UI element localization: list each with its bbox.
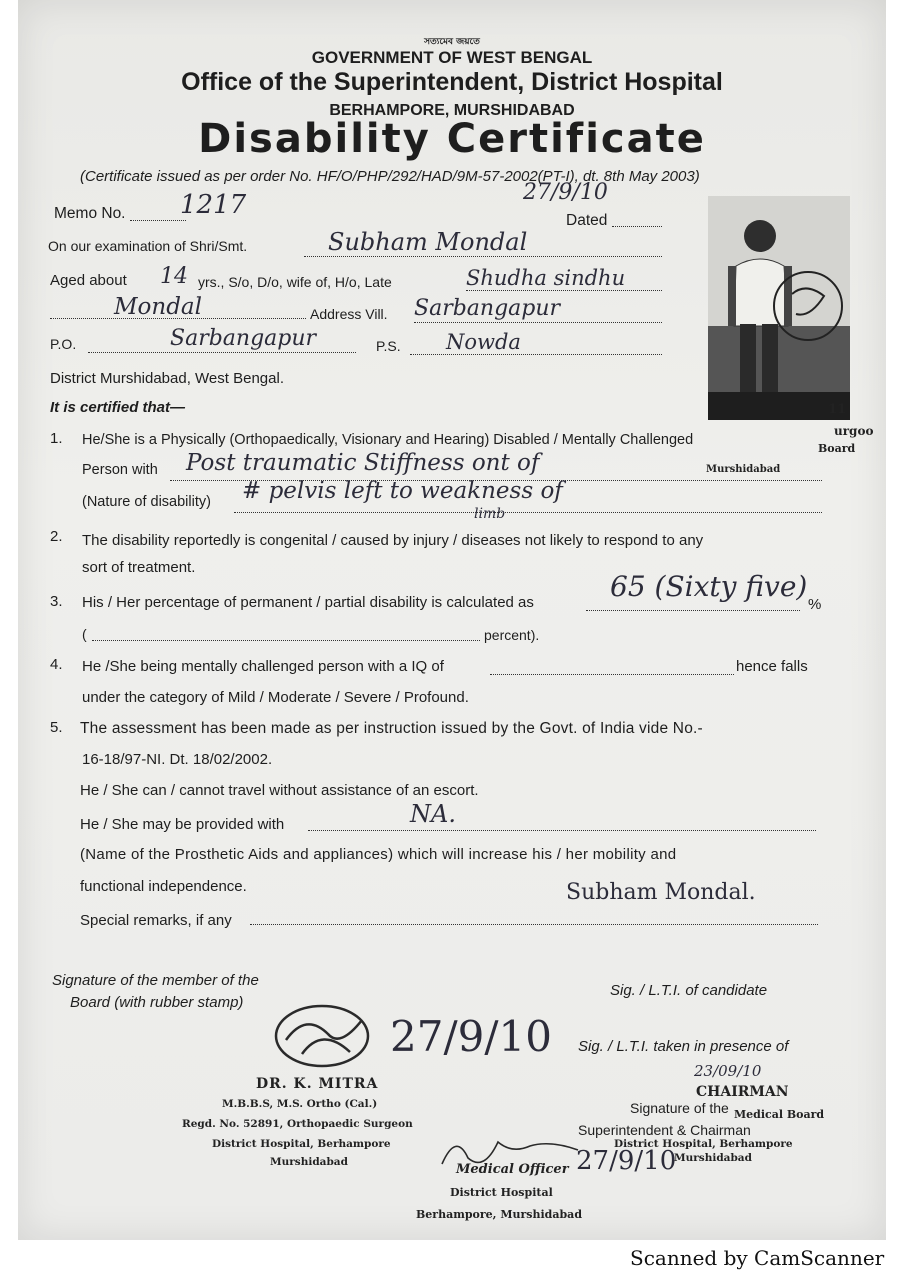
- item-1-nature-label: (Nature of disability): [82, 494, 211, 510]
- item-4-dots: [490, 674, 734, 675]
- memo-number: 1217: [180, 190, 247, 220]
- item-3-cont: percent).: [484, 627, 540, 643]
- doctor-reg: Regd. No. 52891, Orthopaedic Surgeon: [182, 1118, 413, 1130]
- address-label: Address Vill.: [310, 306, 388, 322]
- photo-stamp-number: 11: [828, 402, 847, 417]
- scanner-watermark: Scanned by CamScanner: [630, 1246, 885, 1270]
- certified-line: It is certified that—: [50, 399, 186, 416]
- po-value: Sarbangapur: [170, 326, 317, 351]
- doctor-degree: M.B.B.S, M.S. Ortho (Cal.): [222, 1098, 378, 1110]
- item-4-number: 4.: [50, 656, 63, 673]
- po-label: P.O.: [50, 336, 77, 352]
- exam-label: On our examination of Shri/Smt.: [48, 238, 248, 254]
- ps-dots: [410, 354, 662, 355]
- item-1-number: 1.: [50, 430, 63, 447]
- memo-dots: [130, 220, 186, 221]
- office-heading: Office of the Superintendent, District Hospital: [181, 68, 723, 96]
- state-emblem-text: সত্যমেব জয়তে: [424, 37, 480, 47]
- candidate-photo: [708, 196, 850, 420]
- provided-label: He / She may be provided with: [80, 816, 285, 833]
- lti-presence-label: Sig. / L.T.I. taken in presence of: [578, 1038, 789, 1055]
- relation-label: yrs., S/o, D/o, wife of, H/o, Late: [198, 274, 392, 290]
- medical-officer-title: Medical Officer: [456, 1162, 569, 1177]
- parent-dots: [466, 290, 662, 291]
- ps-label: P.S.: [376, 338, 401, 354]
- chairman-title: Superintendent & Chairman: [578, 1122, 751, 1138]
- provided-value: NA.: [410, 800, 456, 828]
- district-line: District Murshidabad, West Bengal.: [50, 370, 284, 387]
- item-3-dots: [586, 610, 800, 611]
- government-heading: GOVERNMENT OF WEST BENGAL: [311, 48, 593, 67]
- chairman-district: Murshidabad: [674, 1152, 752, 1164]
- candidate-photo-figure: [708, 196, 850, 420]
- remarks-label: Special remarks, if any: [80, 912, 232, 929]
- medical-officer-date: 27/9/10: [576, 1146, 677, 1176]
- item-3-cont-dots: [92, 640, 480, 641]
- certificate-title: Disability Certificate: [198, 116, 706, 162]
- memo-label: Memo No.: [54, 205, 126, 222]
- doctor-hospital: District Hospital, Berhampore: [212, 1138, 391, 1150]
- escort-line: He / She can / cannot travel without assistance of an escort.: [80, 782, 479, 799]
- item-1-nature-dots: [234, 512, 822, 513]
- chairman-hospital: District Hospital, Berhampore: [614, 1138, 793, 1150]
- board-sig-label-1: Signature of the member of the: [52, 972, 259, 989]
- item-1-person-value: Post traumatic Stiffness ont of: [186, 450, 540, 476]
- item-5-cont: 16-18/97-NI. Dt. 18/02/2002.: [82, 751, 273, 768]
- medical-officer-hospital: District Hospital: [450, 1186, 553, 1199]
- item-3-unit: %: [808, 596, 822, 613]
- item-4-cont: under the category of Mild / Moderate / Severe / Profound.: [82, 689, 469, 706]
- chairman-sig-label: Signature of the: [630, 1100, 729, 1116]
- item-3-number: 3.: [50, 593, 63, 610]
- photo-stamp-board: Board: [818, 442, 856, 455]
- item-4-text: He /She being mentally challenged person with a IQ of: [82, 658, 444, 675]
- item-5-number: 5.: [50, 719, 63, 736]
- exam-dots: [304, 256, 662, 257]
- item-1-text: He/She is a Physically (Orthopaedically, Visionary and Hearing) Disabled / Mentally Challenged: [82, 432, 694, 448]
- parent-name-1: Shudha sindhu: [466, 266, 626, 290]
- chairman-stamp: CHAIRMAN: [696, 1084, 789, 1100]
- doctor-name: DR. K. MITRA: [256, 1076, 379, 1092]
- photo-stamp-text: urgoo: [834, 424, 874, 438]
- location-heading: BERHAMPORE, MURSHIDABAD: [329, 102, 575, 119]
- aged-label: Aged about: [50, 272, 127, 289]
- chairman-date: 23/09/10: [694, 1062, 762, 1080]
- doctor-district: Murshidabad: [270, 1156, 348, 1168]
- item-3-text: His / Her percentage of permanent / partial disability is calculated as: [82, 594, 534, 611]
- parent-name-2: Mondal: [114, 294, 203, 320]
- memo-dated-dots: [612, 226, 662, 227]
- remarks-dots: [250, 924, 818, 925]
- board-sig-date: 27/9/10: [390, 1012, 552, 1061]
- patient-age: 14: [160, 264, 188, 289]
- ps-value: Nowda: [446, 330, 521, 354]
- po-dots: [88, 352, 356, 353]
- item-3-open-paren: (: [82, 626, 87, 642]
- prosthetic-cont: functional independence.: [80, 878, 247, 895]
- item-4-end: hence falls: [736, 658, 808, 675]
- item-2-text: The disability reportedly is congenital / caused by injury / diseases not likely to respond to any: [82, 532, 704, 549]
- prosthetic-line: (Name of the Prosthetic Aids and appliances) which will increase his / her mobility and: [80, 846, 677, 863]
- lti-candidate-label: Sig. / L.T.I. of candidate: [610, 982, 768, 999]
- provided-dots: [308, 830, 816, 831]
- order-note: (Certificate issued as per order No. HF/O/PHP/292/HAD/9M-57-2002(PT-I), dt. 8th May 2003): [80, 168, 700, 185]
- item-1-person-label: Person with: [82, 462, 158, 478]
- medical-officer-place: Berhampore, Murshidabad: [416, 1208, 583, 1221]
- photo-stamp-district: Murshidabad: [706, 464, 781, 475]
- chairman-board: Medical Board: [734, 1108, 825, 1121]
- item-3-value: 65 (Sixty five): [610, 570, 808, 603]
- item-1-nature-extra: limb: [474, 506, 506, 522]
- item-5-text: The assessment has been made as per instruction issued by the Govt. of India vide No.-: [80, 720, 703, 737]
- village-dots: [414, 322, 662, 323]
- board-sig-label-2: Board (with rubber stamp): [70, 994, 244, 1011]
- item-1-nature-value: # pelvis left to weakness of: [242, 478, 563, 504]
- village-value: Sarbangapur: [414, 296, 561, 321]
- patient-name: Subham Mondal: [328, 228, 528, 256]
- memo-date-value: 27/9/10: [523, 180, 608, 205]
- memo-dated-label: Dated: [566, 212, 608, 229]
- item-2-number: 2.: [50, 528, 63, 545]
- candidate-signature: Subham Mondal.: [566, 880, 756, 905]
- certificate-paper: [18, 0, 886, 1240]
- item-2-cont: sort of treatment.: [82, 559, 196, 576]
